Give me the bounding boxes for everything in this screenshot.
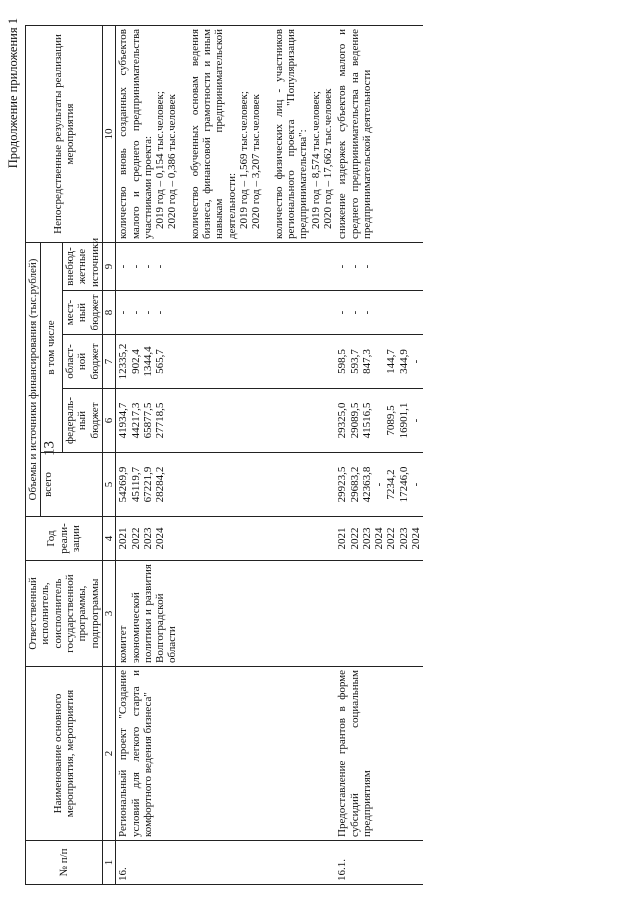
extra-value: - — [348, 264, 361, 269]
extra-value: - — [336, 264, 349, 269]
extra-value: - — [141, 264, 154, 269]
local-value: - — [348, 310, 361, 315]
row-extra — [335, 242, 423, 290]
results-text: количество обученных основам ведения бизнеса, финансовой грамотности и иным навыкам предпринимательской деятельности: — [188, 28, 238, 239]
row-federal — [116, 389, 336, 453]
row-regional — [116, 335, 336, 389]
federal-value: 7089,5 — [385, 405, 398, 436]
row-responsible — [335, 561, 423, 667]
total-value: 45119,7 — [129, 466, 142, 503]
row-regional — [335, 335, 423, 389]
federal-value: 44217,3 — [129, 402, 142, 439]
row-results — [335, 25, 423, 242]
header-regional: област-ной бюджет — [62, 335, 102, 389]
header-local: мест-ный бюджет — [62, 291, 102, 335]
table-row — [335, 25, 423, 884]
federal-value: 41934,7 — [117, 402, 130, 439]
col-number: 1 — [102, 841, 115, 885]
regional-value: 1344,4 — [141, 346, 154, 377]
row-results — [116, 25, 336, 242]
local-value: - — [129, 310, 142, 315]
row-years — [116, 517, 336, 561]
row-total — [335, 453, 423, 517]
year-value: 2023 — [360, 527, 373, 550]
header-volumes: Объемы и источники финансирования (тыс.рублей) — [26, 242, 41, 516]
regional-value: 144,7 — [385, 349, 398, 374]
year-value: 2022 — [348, 527, 361, 550]
local-value: - — [117, 310, 130, 315]
col-number: 7 — [102, 335, 115, 389]
page-number: 13 — [41, 441, 58, 456]
row-name: Предоставление грантов в форме субсидий социальным предприятиям — [335, 667, 423, 841]
row-federal — [335, 389, 423, 453]
regional-value: 598,5 — [336, 349, 349, 374]
total-value: 54269,9 — [117, 466, 130, 503]
results-line: 2019 год – 0,154 тыс.человек; — [154, 91, 167, 229]
total-value: 29923,5 — [336, 466, 349, 503]
year-value: 2024 — [410, 527, 423, 550]
header-num: № п/п — [26, 841, 103, 885]
header-total: всего — [41, 453, 103, 517]
row-extra — [116, 242, 336, 290]
total-value: 29683,2 — [348, 466, 361, 503]
extra-value: - — [154, 264, 167, 269]
row-num: 16. — [116, 841, 336, 885]
year-value: 2021 — [117, 527, 130, 550]
extra-value: - — [360, 264, 373, 269]
regional-value: 847,3 — [360, 349, 373, 374]
table-row — [116, 25, 336, 884]
federal-value: 16901,1 — [397, 402, 410, 439]
results-line: 2019 год – 1,569 тыс.человек; — [238, 91, 250, 229]
federal-value: 29089,5 — [348, 402, 361, 439]
regional-value: 565,7 — [154, 349, 167, 374]
year-value: 2022 — [385, 527, 398, 550]
total-value: 67221,9 — [141, 466, 154, 503]
results-line: 2020 год – 3,207 тыс.человек — [250, 94, 263, 229]
results-text: количество вновь созданных субъектов малого и среднего предпринимательства участниками проекта: — [117, 28, 154, 239]
col-number: 6 — [102, 389, 115, 453]
local-value: - — [141, 310, 154, 315]
header-federal: федераль-ный бюджет — [62, 389, 102, 453]
row-local — [116, 291, 336, 335]
federal-value: 29325,0 — [336, 402, 349, 439]
results-text: количество физических лиц - участников регионального проекта "Популяризация предпринимательства": — [272, 28, 310, 239]
extra-value: - — [117, 264, 130, 269]
results-text: снижение издержек субъектов малого и среднего предпринимательства на ведение предпринимательской деятельности — [336, 28, 373, 239]
year-value: 2023 — [397, 527, 410, 550]
local-value: - — [336, 310, 349, 315]
header-including: в том числе — [41, 242, 63, 452]
row-local — [335, 291, 423, 335]
col-number: 2 — [102, 667, 115, 841]
row-num: 16.1. — [335, 841, 423, 885]
year-value: 2022 — [129, 527, 142, 550]
federal-value: 65877,5 — [141, 402, 154, 439]
header-extra: внебюд-жетные источники — [62, 242, 102, 290]
header-responsible: Ответственный исполнитель, соисполнитель государственной программы, подпрограммы — [26, 561, 103, 667]
year-value: 2023 — [141, 527, 154, 550]
federal-value — [373, 392, 385, 449]
results-line: 2020 год – 17,662 тыс.человек — [321, 88, 334, 229]
total-value: 17246,0 — [397, 466, 410, 503]
row-responsible: комитет экономической политики и развития Волгоградской области — [116, 561, 336, 667]
results-line: 2020 год – 0,386 тыс.человек — [166, 94, 179, 229]
regional-value — [373, 338, 385, 385]
total-value: - — [410, 482, 423, 487]
col-number: 3 — [102, 561, 115, 667]
header-year: Год реали-зации — [26, 517, 103, 561]
header-results: Непосредственные результаты реализации мероприятия — [26, 25, 103, 242]
row-years — [335, 517, 423, 561]
regional-value: 902,4 — [129, 349, 142, 374]
extra-value: - — [129, 264, 142, 269]
col-number: 10 — [102, 25, 115, 242]
col-number: 9 — [102, 242, 115, 290]
year-value: 2024 — [154, 527, 167, 550]
federal-value: 27718,5 — [154, 402, 167, 439]
continuation-label: Продолжение приложения 1 — [6, 18, 20, 169]
federal-value: - — [410, 418, 423, 423]
year-value: 2024 — [373, 527, 386, 550]
header-name: Наименование основного мероприятия, мероприятия — [26, 667, 103, 841]
total-value: 28284,2 — [154, 466, 167, 503]
col-number: 5 — [102, 453, 115, 517]
row-name: Региональный проект "Создание условий для легкого старта и комфортного ведения бизнеса" — [116, 667, 336, 841]
regional-value: 344,9 — [397, 349, 410, 374]
total-value: 42363,8 — [360, 466, 373, 503]
col-number: 4 — [102, 517, 115, 561]
regional-value: 12335,2 — [117, 343, 130, 380]
row-total — [116, 453, 336, 517]
regional-value: 593,7 — [348, 349, 361, 374]
federal-value: 41516,5 — [360, 402, 373, 439]
total-value: - — [373, 482, 386, 487]
results-line: 2019 год – 8,574 тыс.человек; — [309, 91, 322, 229]
local-value: - — [154, 310, 167, 315]
col-number: 8 — [102, 291, 115, 335]
program-table — [25, 25, 423, 885]
local-value: - — [360, 310, 373, 315]
year-value: 2021 — [336, 527, 349, 550]
regional-value: - — [410, 359, 423, 364]
total-value: 7234,2 — [385, 469, 398, 500]
